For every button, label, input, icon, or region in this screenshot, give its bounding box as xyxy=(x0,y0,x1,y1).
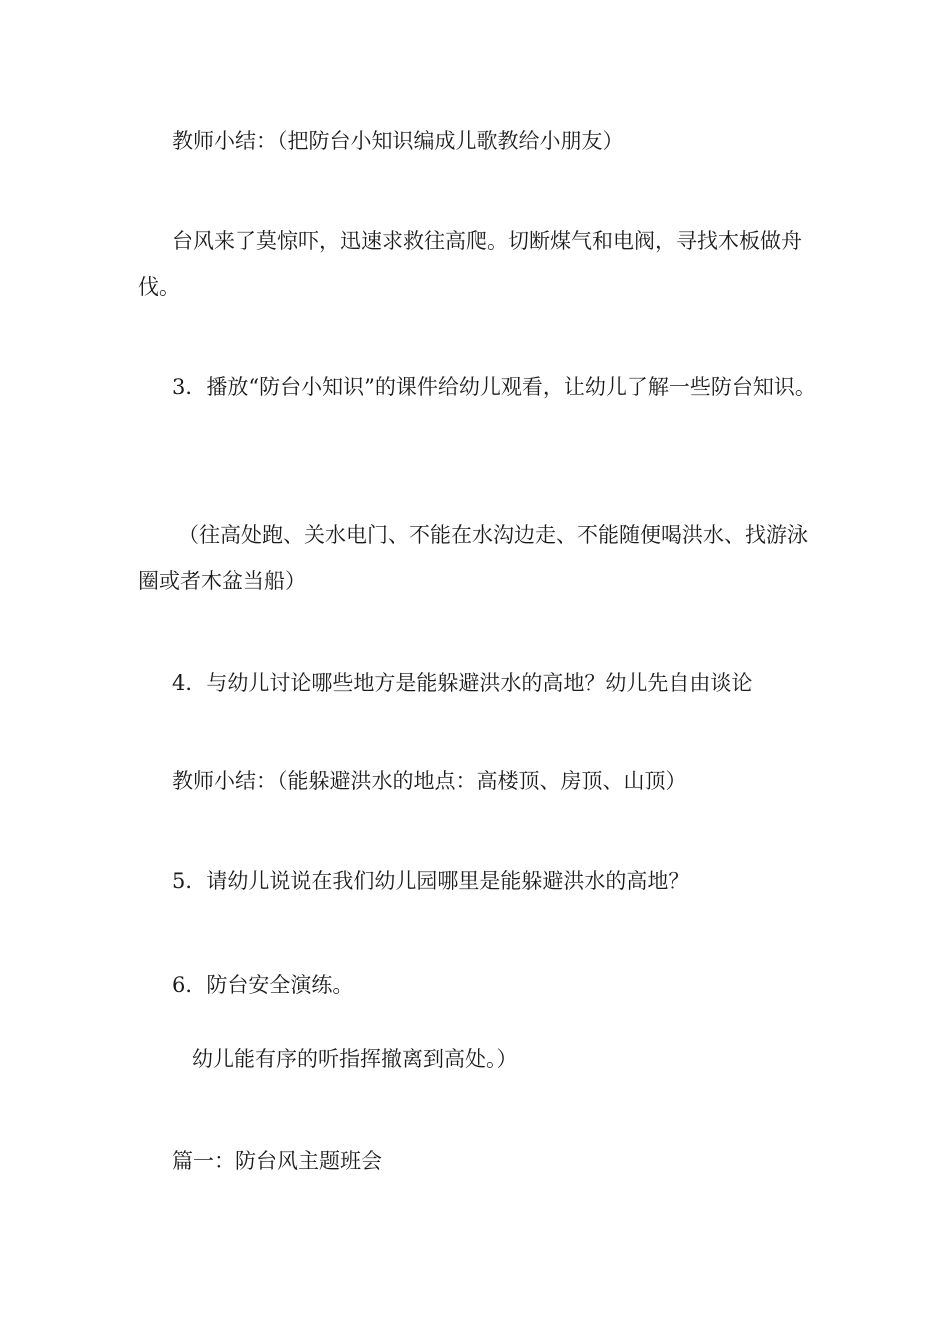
teacher-summary-1: 教师小结：（把防台小知识编成儿歌教给小朋友） xyxy=(172,129,624,153)
nursery-rhyme: 台风来了莫惊吓，迅速求救往高爬。切断煤气和电阀，寻找木板做舟伐。 xyxy=(138,229,802,299)
step-3-paragraph: 3．播放“防台小知识”的课件给幼儿观看，让幼儿了解一些防台知识。 xyxy=(172,375,816,399)
step-6-paragraph: 6．防台安全演练。 xyxy=(172,973,354,997)
evacuation-paragraph: 幼儿能有序的听指挥撤离到高处。） xyxy=(192,1047,518,1071)
safety-tips-paragraph: （往高处跑、关水电门、不能在水沟边走、不能随便喝洪水、找游泳圈或者木盆当船） xyxy=(138,523,808,593)
section-heading: 篇一：防台风主题班会 xyxy=(172,1149,382,1173)
step-4-paragraph: 4．与幼儿讨论哪些地方是能躲避洪水的高地？幼儿先自由谈论 xyxy=(172,671,753,695)
step-5-paragraph: 5．请幼儿说说在我们幼儿园哪里是能躲避洪水的高地？ xyxy=(172,869,690,893)
teacher-summary-2: 教师小结：（能躲避洪水的地点：高楼顶、房顶、山顶） xyxy=(172,769,687,793)
